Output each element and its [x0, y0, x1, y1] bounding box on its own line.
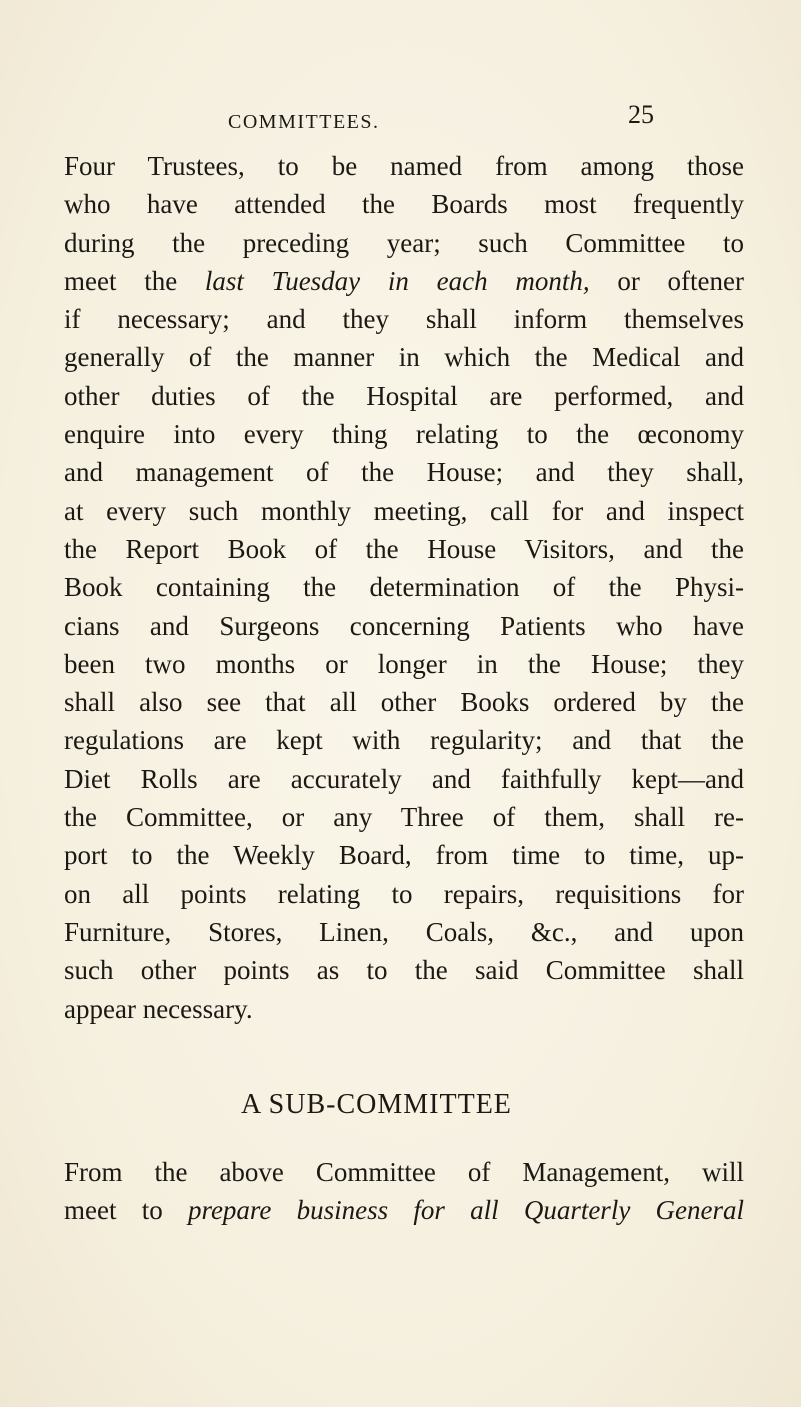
- text-line: during the preceding year; such Committee to: [64, 227, 744, 258]
- text-line: cians and Surgeons concerning Patients who have: [64, 610, 744, 641]
- text-line: who have attended the Boards most frequently: [64, 189, 744, 220]
- text-line: such other points as to the said Committee shall: [64, 955, 744, 986]
- text-line: [64, 1191, 744, 1229]
- text-line: Book containing the determination of the Physi-: [64, 572, 744, 603]
- text-line: Diet Rolls are accurately and faithfully kept—and: [64, 763, 744, 794]
- text-line: port to the Weekly Board, from time to time, up-: [64, 840, 744, 871]
- text-line: other duties of the Hospital are performed, and: [64, 380, 744, 411]
- text-line: From the above Committee of Management, will: [64, 1157, 744, 1187]
- text-line: Furniture, Stores, Linen, Coals, &c., and upon: [64, 916, 744, 947]
- text-line: generally of the manner in which the Medical and: [64, 342, 744, 373]
- text-line: if necessary; and they shall inform themselves: [64, 304, 744, 335]
- text-segment: or oftener: [617, 265, 744, 296]
- page-number: 25: [628, 100, 654, 129]
- italic-phrase: last Tuesday in each month,: [204, 265, 590, 296]
- text-line: [64, 262, 744, 300]
- text-line: enquire into every thing relating to the œconomy: [64, 419, 744, 450]
- text-line: been two months or longer in the House; they: [64, 648, 744, 679]
- text-line: at every such monthly meeting, call for and inspect: [64, 495, 744, 526]
- italic-phrase: prepare business for all Quarterly General: [187, 1195, 744, 1226]
- text-segment: meet to: [64, 1195, 163, 1226]
- text-line: on all points relating to repairs, requisitions for: [64, 878, 744, 909]
- text-line: the Committee, or any Three of them, shall re-: [64, 802, 744, 833]
- text-line: appear necessary.: [64, 993, 253, 1024]
- sub-committee-paragraph: [64, 1153, 744, 1230]
- text-line: shall also see that all other Books ordered by the: [64, 687, 744, 718]
- text-line: the Report Book of the House Visitors, and the: [64, 533, 744, 564]
- section-heading: A SUB-COMMITTEE: [241, 1089, 512, 1120]
- text-segment: meet the: [64, 265, 178, 296]
- committee-paragraph: [64, 147, 744, 1028]
- text-line: and management of the House; and they shall,: [64, 457, 744, 488]
- text-line: regulations are kept with regularity; and that the: [64, 725, 744, 756]
- running-head: COMMITTEES.: [228, 111, 380, 133]
- text-line: Four Trustees, to be named from among those: [64, 151, 744, 181]
